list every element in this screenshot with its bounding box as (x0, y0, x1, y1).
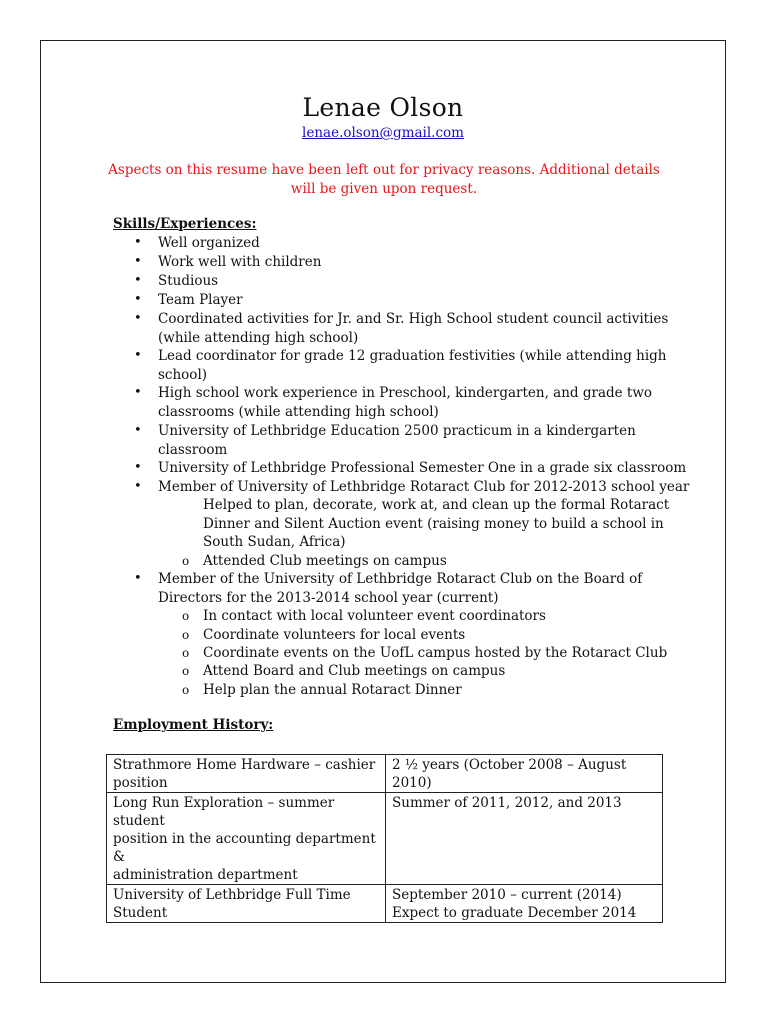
sub-bullet-icon: o (182, 628, 190, 642)
skill-line: Member of the University of Lethbridge Rotaract Club on the Board of (158, 571, 643, 587)
table-row (107, 793, 663, 885)
sub-bullet-icon: o (182, 683, 190, 697)
skill-subline: Dinner and Silent Auction event (raising money to build a school in (203, 516, 664, 532)
bullet-icon: • (134, 311, 142, 326)
skill-subline: Help plan the annual Rotaract Dinner (203, 682, 462, 698)
resume-page (40, 40, 726, 983)
bullet-icon: • (134, 479, 142, 494)
bullet-icon: • (134, 385, 142, 400)
bullet-icon: • (134, 423, 142, 438)
cell-line: Summer of 2011, 2012, and 2013 (392, 795, 622, 811)
bullet-icon: • (134, 571, 142, 586)
bullet-icon: • (134, 348, 142, 363)
employer-cell (107, 793, 386, 885)
skills-heading: Skills/Experiences: (113, 216, 257, 232)
sub-bullet-icon: o (182, 646, 190, 660)
sub-bullet-icon: o (182, 664, 190, 678)
period-cell (386, 885, 663, 923)
cell-line: Expect to graduate December 2014 (392, 905, 637, 921)
cell-line: 2 ½ years (October 2008 – August 2010) (392, 757, 627, 791)
skill-subline: Coordinate events on the UofL campus hosted by the Rotaract Club (203, 645, 668, 661)
cell-line: University of Lethbridge Full Time (113, 887, 351, 903)
skill-subline: Attend Board and Club meetings on campus (203, 663, 506, 679)
skill-line: classroom (158, 442, 228, 458)
skill-line: University of Lethbridge Education 2500 practicum in a kindergarten (158, 423, 636, 439)
employment-table (106, 754, 663, 923)
skill-subline: Helped to plan, decorate, work at, and clean up the formal Rotaract (203, 497, 670, 513)
period-cell (386, 793, 663, 885)
bullet-icon: • (134, 292, 142, 307)
cell-line: administration department (113, 867, 298, 883)
cell-line: Student (113, 905, 168, 921)
period-cell (386, 755, 663, 793)
employer-cell (107, 885, 386, 923)
skill-subline: Attended Club meetings on campus (203, 553, 447, 569)
skill-subline: In contact with local volunteer event coordinators (203, 608, 546, 624)
skill-subline: Coordinate volunteers for local events (203, 627, 466, 643)
skill-line: Member of University of Lethbridge Rotaract Club for 2012-2013 school year (158, 479, 690, 495)
skill-line: High school work experience in Preschool, kindergarten, and grade two (158, 385, 653, 401)
privacy-notice: Aspects on this resume have been left out for privacy reasons. Additional details will be given upon request. (108, 162, 660, 197)
skill-line: Studious (158, 273, 219, 289)
cell-line: position in the accounting department & (113, 831, 376, 865)
sub-bullet-icon: o (182, 609, 190, 623)
skill-line: Coordinated activities for Jr. and Sr. High School student council activities (158, 311, 669, 327)
bullet-icon: • (134, 460, 142, 475)
skill-line: Team Player (158, 292, 243, 308)
skill-subline: South Sudan, Africa) (203, 534, 346, 550)
skill-line: Lead coordinator for grade 12 graduation festivities (while attending high (158, 348, 667, 364)
cell-line: Strathmore Home Hardware – cashier (113, 757, 376, 773)
employer-cell (107, 755, 386, 793)
cell-line: Long Run Exploration – summer student (113, 795, 335, 829)
resume-name: Lenae Olson (302, 93, 464, 122)
sub-bullet-icon: o (182, 554, 190, 568)
skill-line: (while attending high school) (158, 330, 359, 346)
bullet-icon: • (134, 235, 142, 250)
table-row (107, 885, 663, 923)
skill-line: Well organized (158, 235, 260, 251)
employment-heading: Employment History: (113, 717, 274, 733)
cell-line: September 2010 – current (2014) (392, 887, 622, 903)
bullet-icon: • (134, 273, 142, 288)
skill-line: classrooms (while attending high school) (158, 404, 439, 420)
bullet-icon: • (134, 254, 142, 269)
email-link[interactable]: lenae.olson@gmail.com (302, 125, 464, 141)
skill-line: Work well with children (158, 254, 322, 270)
skill-line: Directors for the 2013-2014 school year (current) (158, 590, 499, 606)
skill-line: University of Lethbridge Professional Semester One in a grade six classroom (158, 460, 687, 476)
table-row (107, 755, 663, 793)
cell-line: position (113, 775, 168, 791)
skill-line: school) (158, 367, 208, 383)
